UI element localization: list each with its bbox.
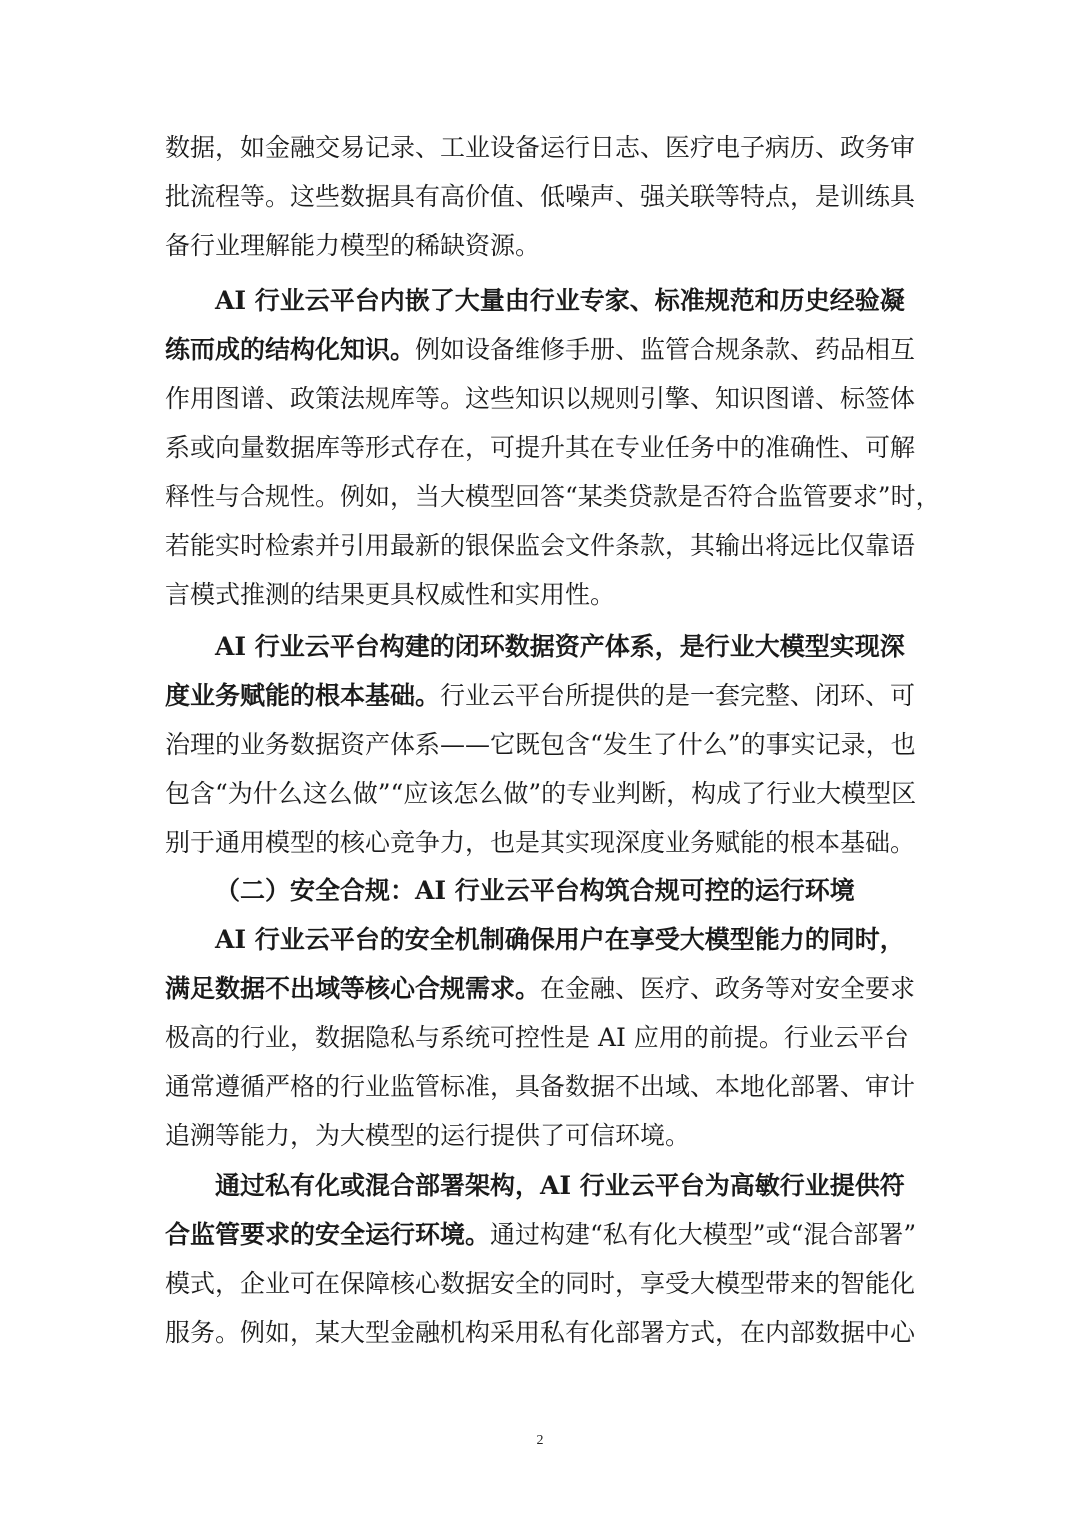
text-line: 批流程等。这些数据具有高价值、低噪声、强关联等特点，是训练具 <box>165 182 916 211</box>
text-line: 追溯等能力，为大模型的运行提供了可信环境。 <box>165 1121 691 1150</box>
paragraph-4 <box>165 915 917 1160</box>
body-text: 通过构建“私有化大模型”或“混合部署” <box>490 1220 917 1249</box>
bold-lead-text: 度业务赋能的根本基础。 <box>165 681 441 710</box>
text-line <box>165 1210 917 1259</box>
bold-lead-text: 满足数据不出域等核心合规需求。 <box>165 974 541 1003</box>
bold-lead-line <box>165 1161 917 1210</box>
text-line <box>165 964 917 1013</box>
text-line: 治理的业务数据资产体系——它既包含“发生了什么”的事实记录，也 <box>165 730 916 759</box>
paragraph-5 <box>165 1161 917 1357</box>
body-text: 行业云平台所提供的是一套完整、闭环、可 <box>440 681 916 710</box>
text-line: 言模式推测的结果更具权威性和实用性。 <box>165 580 616 609</box>
text-line: 别于通用模型的核心竞争力，也是其实现深度业务赋能的根本基础。 <box>165 828 916 857</box>
body-text: 在金融、医疗、政务等对安全要求 <box>540 974 916 1003</box>
bold-lead-text: AI 行业云平台内嵌了大量由行业专家、标准规范和历史经验凝 <box>215 286 905 315</box>
paragraph-2 <box>165 276 941 619</box>
bold-lead-text: 合监管要求的安全运行环境。 <box>165 1220 491 1249</box>
bold-lead-text: AI 行业云平台构建的闭环数据资产体系，是行业大模型实现深 <box>215 632 905 661</box>
body-text: 例如设备维修手册、监管合规条款、药品相互 <box>415 335 916 364</box>
section-heading: （二）安全合规：AI 行业云平台构筑合规可控的运行环境 <box>215 876 855 905</box>
bold-lead-text: 通过私有化或混合部署架构，AI 行业云平台为高敏行业提供符 <box>215 1171 905 1200</box>
page-number: 2 <box>536 1433 544 1448</box>
text-line <box>165 325 917 374</box>
bold-lead-text: AI 行业云平台的安全机制确保用户在享受大模型能力的同时， <box>215 925 905 954</box>
text-line: 备行业理解能力模型的稀缺资源。 <box>165 231 541 260</box>
bold-lead-line <box>165 622 917 671</box>
text-line: 服务。例如，某大型金融机构采用私有化部署方式，在内部数据中心 <box>165 1318 916 1347</box>
text-line: 数据，如金融交易记录、工业设备运行日志、医疗电子病历、政务审 <box>165 133 916 162</box>
text-line: 作用图谱、政策法规库等。这些知识以规则引擎、知识图谱、标签体 <box>165 384 916 413</box>
section-heading-block <box>165 866 917 915</box>
text-line: 模式，企业可在保障核心数据安全的同时，享受大模型带来的智能化 <box>165 1269 916 1298</box>
text-line: 通常遵循严格的行业监管标准，具备数据不出域、本地化部署、审计 <box>165 1072 916 1101</box>
text-line: 若能实时检索并引用最新的银保监会文件条款，其输出将远比仅靠语 <box>165 531 916 560</box>
text-line: 释性与合规性。例如，当大模型回答“某类贷款是否符合监管要求”时， <box>165 482 941 511</box>
paragraph-3 <box>165 622 917 867</box>
text-line: 极高的行业，数据隐私与系统可控性是 AI 应用的前提。行业云平台 <box>165 1023 909 1052</box>
text-line: 系或向量数据库等形式存在，可提升其在专业任务中的准确性、可解 <box>165 433 916 462</box>
text-line: 包含“为什么这么做”“应该怎么做”的专业判断，构成了行业大模型区 <box>165 779 917 808</box>
paragraph-1 <box>165 123 917 270</box>
bold-lead-line <box>165 276 917 325</box>
text-line <box>165 671 917 720</box>
bold-lead-text: 练而成的结构化知识。 <box>165 335 416 364</box>
bold-lead-line <box>165 915 917 964</box>
